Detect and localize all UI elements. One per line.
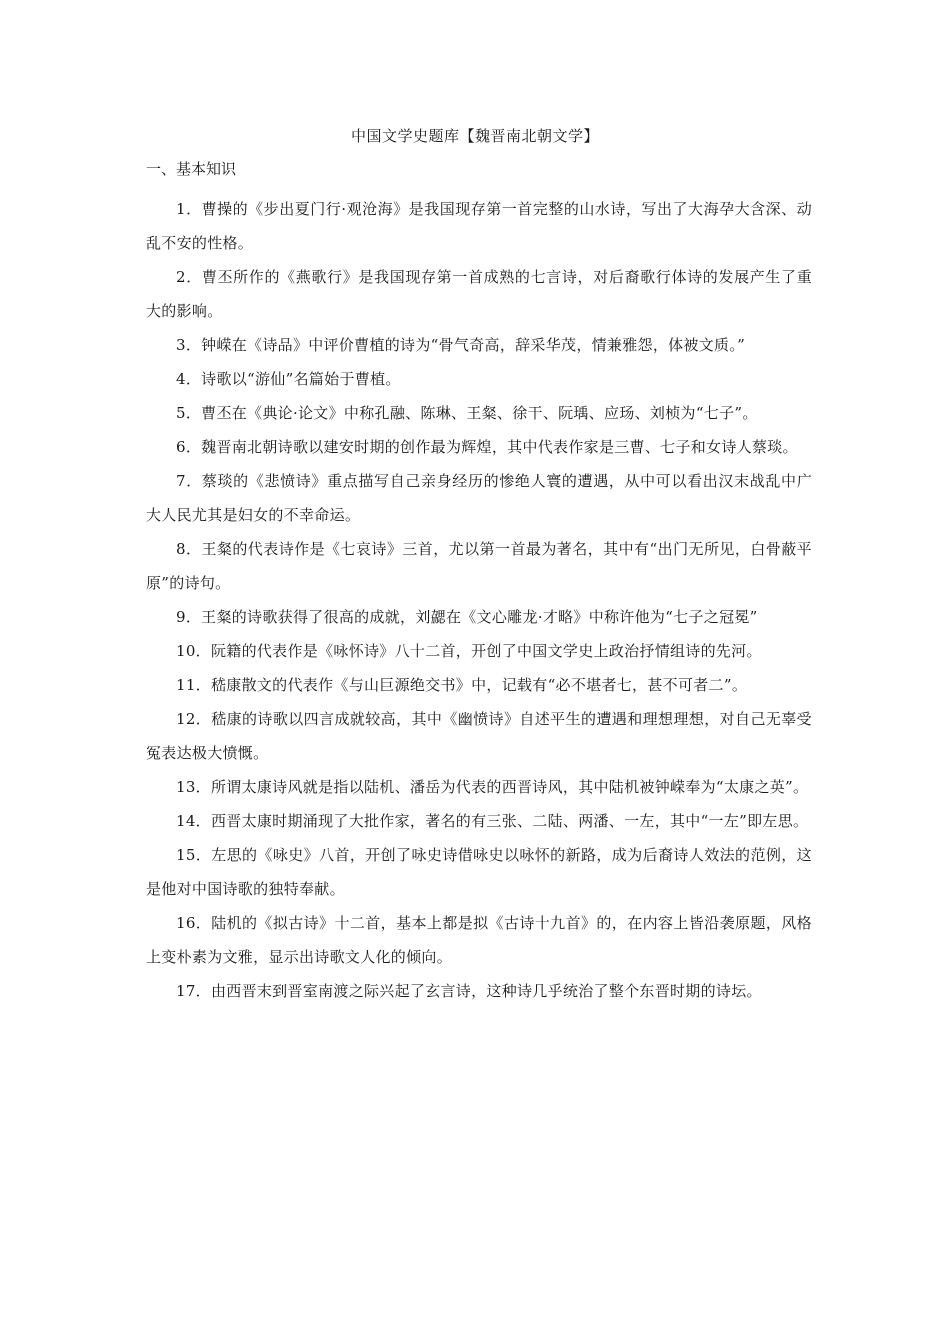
list-item: 2．曹丕所作的《燕歌行》是我国现存第一首成熟的七言诗，对后裔歌行体诗的发展产生了重大的影响。: [146, 268, 812, 320]
list-item: 8．王粲的代表诗作是《七哀诗》三首，尤以第一首最为著名，其中有“出门无所见，白骨蔽平原”的诗句。: [146, 540, 812, 592]
list-item: 9．王粲的诗歌获得了很高的成就，刘勰在《文心雕龙·才略》中称许他为“七子之冠冕”: [176, 608, 758, 626]
list-item: 10．阮籍的代表作是《咏怀诗》八十二首，开创了中国文学史上政治抒情组诗的先河。: [176, 642, 762, 660]
list-item: 5．曹丕在《典论·论文》中称孔融、陈琳、王粲、徐干、阮瑀、应玚、刘桢为“七子”。: [176, 404, 758, 422]
list-item: 7．蔡琰的《悲愤诗》重点描写自己亲身经历的惨绝人寰的遭遇，从中可以看出汉末战乱中广大人民尤其是妇女的不幸命运。: [146, 472, 812, 524]
list-item: 1．曹操的《步出夏门行·观沧海》是我国现存第一首完整的山水诗，写出了大海孕大含深、动乱不安的性格。: [146, 200, 812, 252]
list-item: 14．西晋太康时期涌现了大批作家，著名的有三张、二陆、两潘、一左，其中“一左”即左思。: [176, 812, 809, 830]
list-item: 12．嵇康的诗歌以四言成就较高，其中《幽愤诗》自述平生的遭遇和理想理想，对自己无辜受冤表达极大愤慨。: [146, 710, 812, 762]
document-title: 中国文学史题库【魏晋南北朝文学】: [350, 127, 599, 145]
list-item: 17．由西晋末到晋室南渡之际兴起了玄言诗，这种诗几乎统治了整个东晋时期的诗坛。: [176, 982, 762, 1000]
section-heading: 一、基本知识: [146, 160, 237, 178]
list-item: 13．所谓太康诗风就是指以陆机、潘岳为代表的西晋诗风，其中陆机被钟嵘奉为“太康之英”。: [176, 778, 809, 796]
list-item: 4．诗歌以“游仙”名篇始于曹植。: [176, 370, 401, 388]
list-item: 11．嵇康散文的代表作《与山巨源绝交书》中，记载有“必不堪者七，甚不可者二”。: [176, 676, 748, 694]
list-item: 15．左思的《咏史》八首，开创了咏史诗借咏史以咏怀的新路，成为后裔诗人效法的范例，这是他对中国诗歌的独特奉献。: [146, 846, 812, 898]
document-body: [146, 192, 812, 1008]
list-item: 3．钟嵘在《诗品》中评价曹植的诗为“骨气奇高，辞采华茂，情兼雅怨，体被文质。”: [176, 336, 746, 354]
list-item: 16．陆机的《拟古诗》十二首，基本上都是拟《古诗十九首》的，在内容上皆沿袭原题，风格上变朴素为文雅，显示出诗歌文人化的倾向。: [146, 914, 812, 966]
list-item: 6．魏晋南北朝诗歌以建安时期的创作最为辉煌，其中代表作家是三曹、七子和女诗人蔡琰。: [176, 438, 798, 456]
